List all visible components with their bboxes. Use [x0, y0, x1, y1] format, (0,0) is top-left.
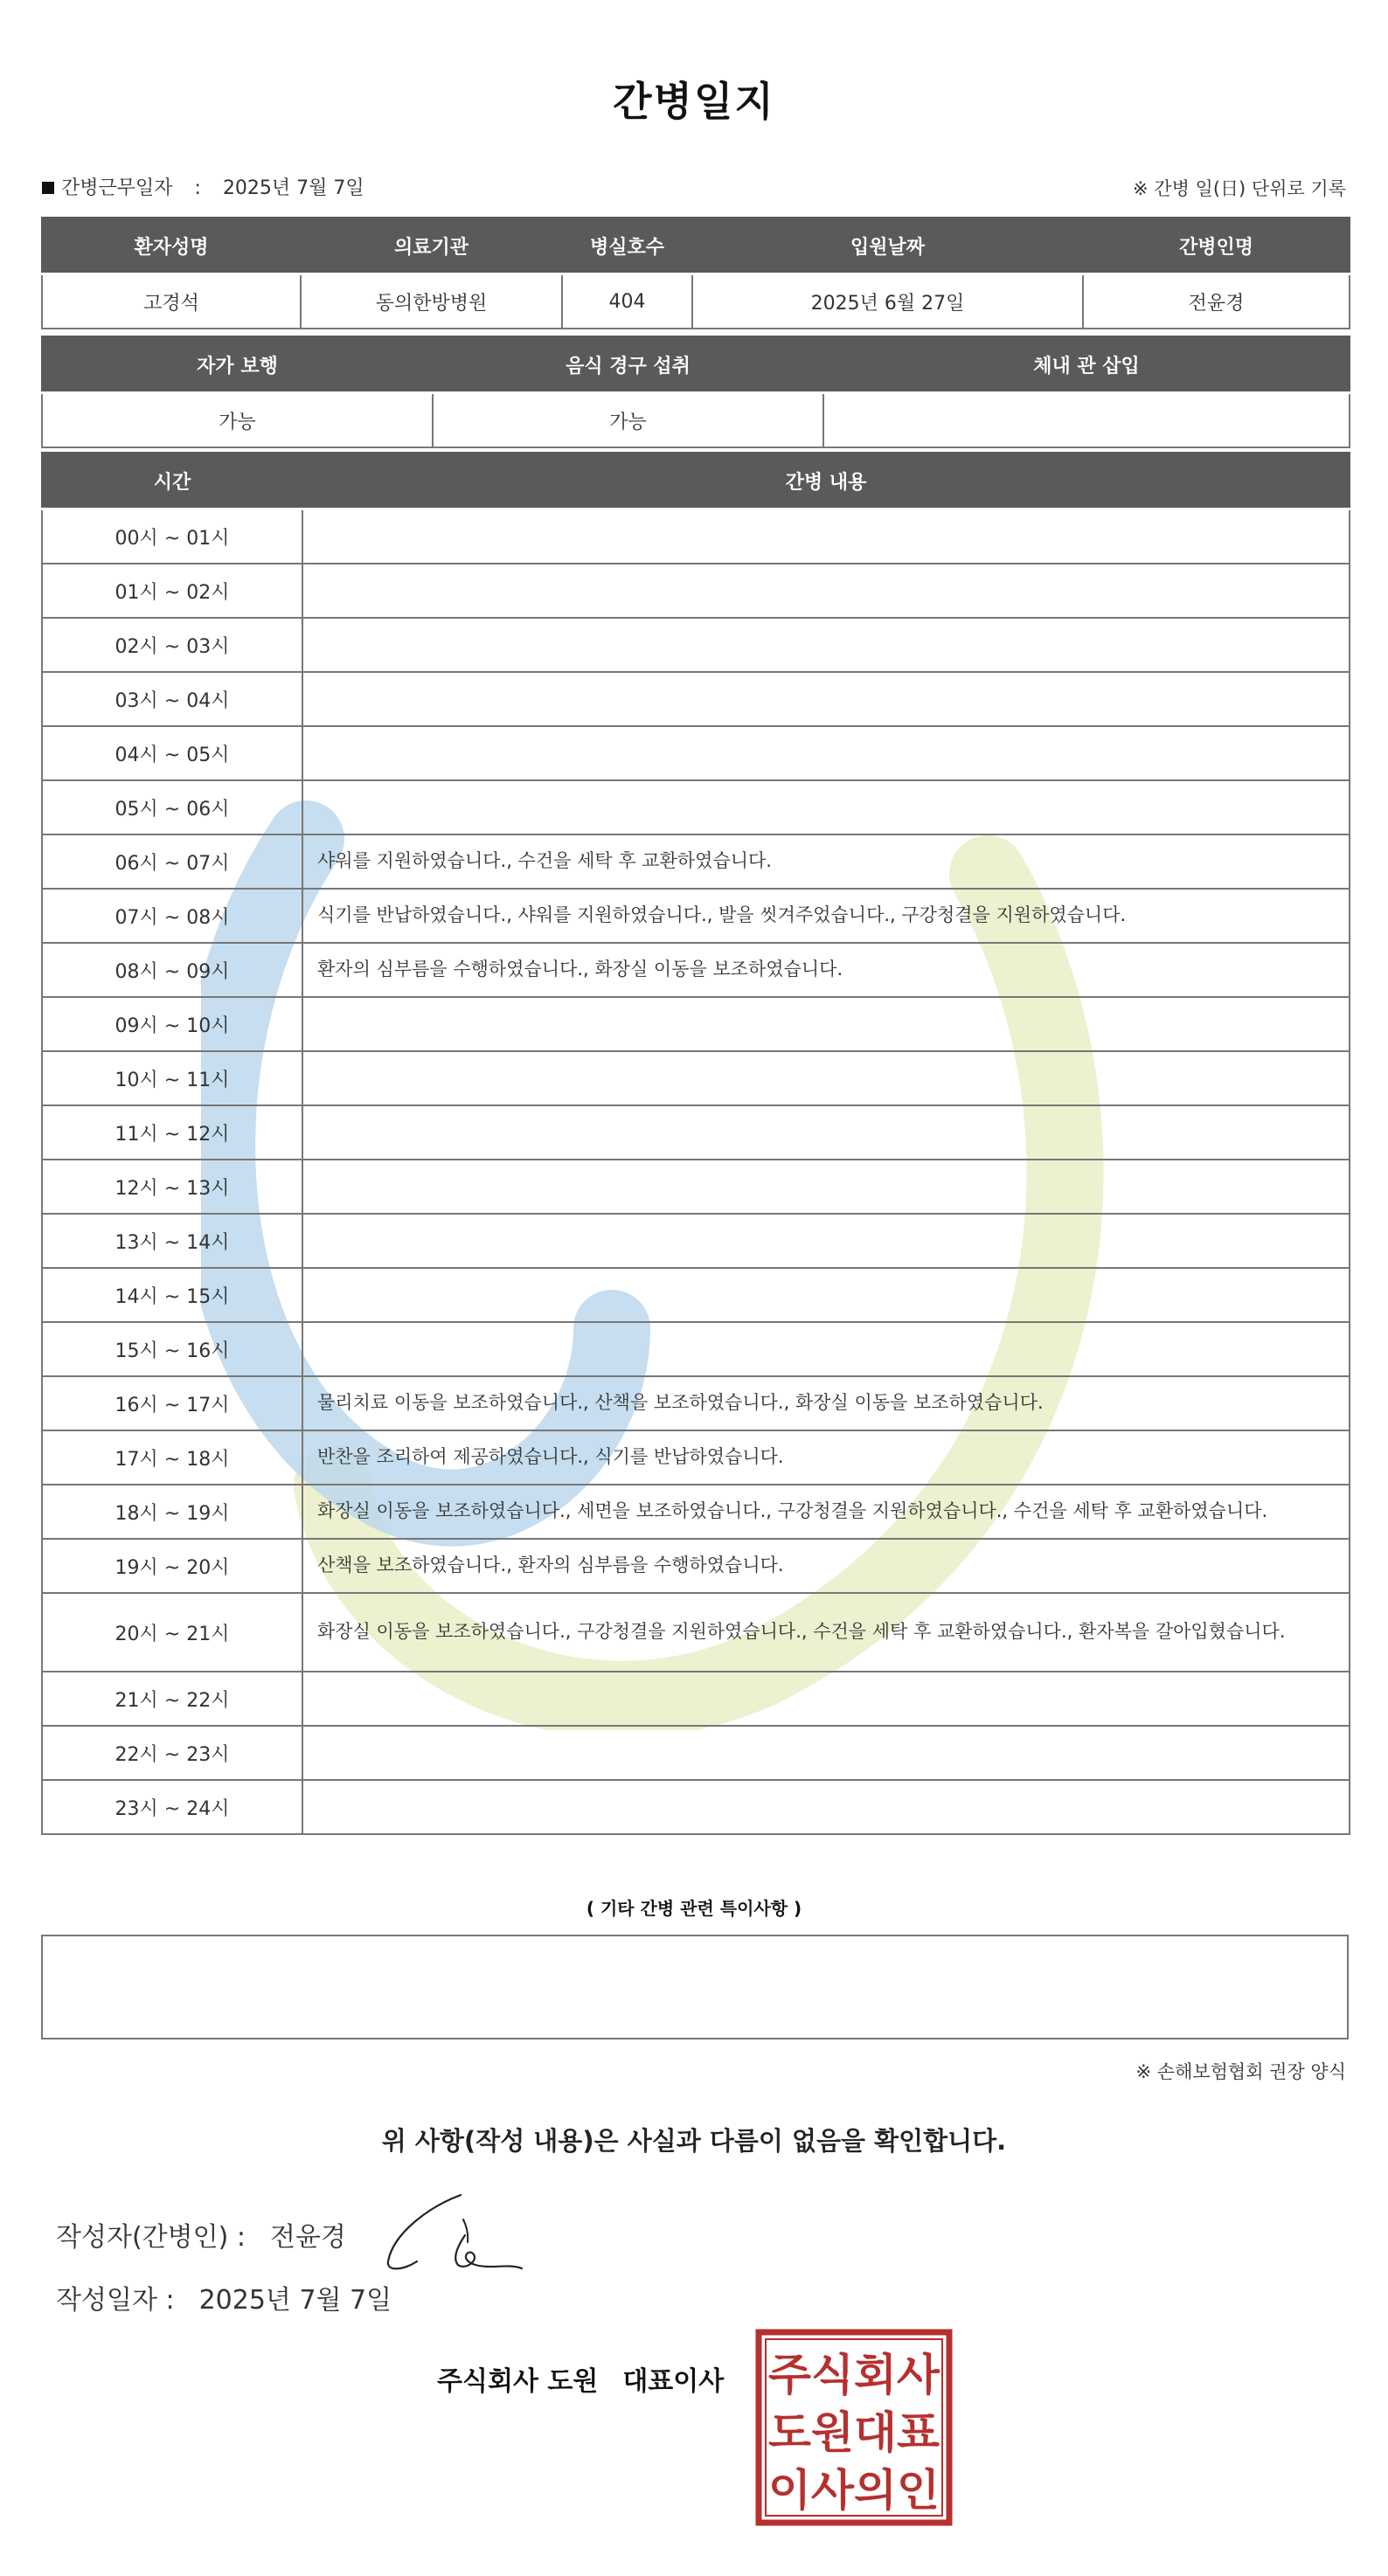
content-cell — [302, 1051, 1350, 1105]
patient-info-table — [41, 217, 1350, 329]
table-row — [42, 1539, 1350, 1593]
time-cell: 15시 ~ 16시 — [42, 1322, 302, 1376]
content-cell — [302, 726, 1350, 780]
content-cell — [302, 1105, 1350, 1160]
time-cell: 04시 ~ 05시 — [42, 726, 302, 780]
table-row — [42, 1051, 1350, 1105]
confirmation-statement: 위 사항(작성 내용)은 사실과 다름이 없음을 확인합니다. — [381, 2126, 1007, 2156]
header-caregiver-name: 간병인명 — [1083, 218, 1350, 274]
header-oral-intake: 음식 경구 섭취 — [433, 336, 823, 393]
time-cell: 22시 ~ 23시 — [42, 1726, 302, 1780]
table-row — [42, 1430, 1350, 1485]
header-hospital: 의료기관 — [301, 218, 562, 274]
table-row — [42, 889, 1350, 943]
table-row — [42, 672, 1350, 726]
time-cell: 19시 ~ 20시 — [42, 1539, 302, 1593]
time-cell: 13시 ~ 14시 — [42, 1214, 302, 1268]
content-cell — [302, 1268, 1350, 1322]
special-notes-title: ( 기타 간병 관련 특이사항 ) — [586, 1898, 802, 1919]
header-time: 시간 — [42, 453, 302, 509]
header-patient-name: 환자성명 — [42, 218, 301, 274]
table-row — [42, 1780, 1350, 1834]
content-cell: 물리치료 이동을 보조하였습니다., 산책을 보조하였습니다., 화장실 이동을 보조하였습니다. — [302, 1376, 1350, 1430]
header-tube-insertion: 체내 관 삽입 — [823, 336, 1350, 393]
time-cell: 03시 ~ 04시 — [42, 672, 302, 726]
table-row — [42, 834, 1350, 889]
content-cell — [302, 509, 1350, 564]
table-row — [42, 1268, 1350, 1322]
writer-label: 작성자(간병인) : — [56, 2222, 246, 2253]
content-cell: 반찬을 조리하여 제공하였습니다., 식기를 반납하였습니다. — [302, 1430, 1350, 1485]
company-role: 대표이사 — [622, 2366, 725, 2397]
room-number: 404 — [562, 274, 692, 329]
signature-image — [378, 2185, 544, 2281]
content-cell: 샤워를 지원하였습니다., 수건을 세탁 후 교환하였습니다. — [302, 834, 1350, 889]
time-cell: 16시 ~ 17시 — [42, 1376, 302, 1430]
oral-intake-value: 가능 — [433, 393, 823, 448]
work-date-separator: : — [194, 177, 201, 199]
time-cell: 02시 ~ 03시 — [42, 618, 302, 672]
content-cell: 식기를 반납하였습니다., 샤워를 지원하였습니다., 발을 씻겨주었습니다., 구강청결을 지원하였습니다. — [302, 889, 1350, 943]
time-cell: 12시 ~ 13시 — [42, 1160, 302, 1214]
time-cell: 20시 ~ 21시 — [42, 1593, 302, 1672]
svg-text:도원대표: 도원대표 — [768, 2407, 940, 2458]
time-cell: 00시 ~ 01시 — [42, 509, 302, 564]
daily-record-note: ※ 간병 일(日) 단위로 기록 — [1133, 178, 1346, 199]
admission-date: 2025년 6월 27일 — [692, 274, 1083, 329]
content-cell — [302, 618, 1350, 672]
care-log-header-row — [42, 453, 1350, 509]
table-row — [42, 726, 1350, 780]
patient-status-table — [41, 336, 1350, 448]
header-care-content: 간병 내용 — [302, 453, 1350, 509]
table-row — [42, 1214, 1350, 1268]
table-row — [42, 564, 1350, 618]
table-row — [42, 1593, 1350, 1672]
content-cell: 화장실 이동을 보조하였습니다., 세면을 보조하였습니다., 구강청결을 지원하였습니다., 수건을 세탁 후 교환하였습니다. — [302, 1485, 1350, 1539]
svg-text:주식회사: 주식회사 — [768, 2350, 940, 2400]
hospital-name: 동의한방병원 — [301, 274, 562, 329]
writer-name: 전윤경 — [269, 2222, 346, 2253]
caregiver-name: 전윤경 — [1083, 274, 1350, 329]
table-row — [42, 1105, 1350, 1160]
content-cell — [302, 997, 1350, 1051]
patient-name: 고경석 — [42, 274, 301, 329]
work-date-label: 간병근무일자 — [61, 177, 173, 199]
table-row — [42, 943, 1350, 997]
table-row — [42, 1376, 1350, 1430]
write-date-value: 2025년 7월 7일 — [198, 2285, 392, 2316]
time-cell: 18시 ~ 19시 — [42, 1485, 302, 1539]
content-cell — [302, 780, 1350, 834]
content-cell — [302, 564, 1350, 618]
company-seal-stamp — [755, 2329, 953, 2526]
content-cell — [302, 1672, 1350, 1726]
page-title: 간병일지 — [613, 78, 775, 125]
table-row — [42, 1726, 1350, 1780]
table-row — [42, 1322, 1350, 1376]
time-cell: 01시 ~ 02시 — [42, 564, 302, 618]
self-walking-value: 가능 — [42, 393, 433, 448]
patient-info-header-row — [42, 218, 1350, 274]
table-row — [42, 1672, 1350, 1726]
content-cell — [302, 1780, 1350, 1834]
time-cell: 08시 ~ 09시 — [42, 943, 302, 997]
table-row — [42, 618, 1350, 672]
write-date-line — [56, 2278, 392, 2316]
content-cell: 화장실 이동을 보조하였습니다., 구강청결을 지원하였습니다., 수건을 세탁 후 교환하였습니다., 환자복을 갈아입혔습니다. — [302, 1593, 1350, 1672]
special-notes-box — [41, 1935, 1349, 2039]
time-cell: 06시 ~ 07시 — [42, 834, 302, 889]
content-cell — [302, 1160, 1350, 1214]
company-signoff — [437, 2359, 724, 2398]
time-cell: 11시 ~ 12시 — [42, 1105, 302, 1160]
time-cell: 07시 ~ 08시 — [42, 889, 302, 943]
care-log-table — [41, 452, 1350, 1835]
table-row — [42, 997, 1350, 1051]
time-cell: 23시 ~ 24시 — [42, 1780, 302, 1834]
table-row — [42, 1485, 1350, 1539]
status-header-row — [42, 336, 1350, 393]
table-row — [42, 1160, 1350, 1214]
table-row — [42, 780, 1350, 834]
content-cell: 산책을 보조하였습니다., 환자의 심부름을 수행하였습니다. — [302, 1539, 1350, 1593]
content-cell — [302, 1726, 1350, 1780]
time-cell: 05시 ~ 06시 — [42, 780, 302, 834]
write-date-label: 작성일자 : — [56, 2285, 175, 2316]
time-cell: 17시 ~ 18시 — [42, 1430, 302, 1485]
patient-info-value-row — [42, 274, 1350, 329]
form-source-note: ※ 손해보험협회 권장 양식 — [1135, 2061, 1346, 2082]
time-cell: 14시 ~ 15시 — [42, 1268, 302, 1322]
content-cell: 환자의 심부름을 수행하였습니다., 화장실 이동을 보조하였습니다. — [302, 943, 1350, 997]
time-cell: 10시 ~ 11시 — [42, 1051, 302, 1105]
content-cell — [302, 1214, 1350, 1268]
header-self-walking: 자가 보행 — [42, 336, 433, 393]
bullet-square-icon — [42, 182, 54, 194]
header-room-number: 병실호수 — [562, 218, 692, 274]
company-name: 주식회사 도원 — [437, 2366, 599, 2397]
writer-line — [56, 2215, 346, 2254]
work-date-value: 2025년 7월 7일 — [222, 177, 364, 199]
time-cell: 21시 ~ 22시 — [42, 1672, 302, 1726]
tube-insertion-value — [823, 393, 1350, 448]
status-value-row — [42, 393, 1350, 448]
svg-text:이사의인: 이사의인 — [768, 2465, 940, 2516]
content-cell — [302, 1322, 1350, 1376]
work-date — [42, 173, 364, 200]
time-cell: 09시 ~ 10시 — [42, 997, 302, 1051]
table-row — [42, 509, 1350, 564]
header-admission-date: 입원날짜 — [692, 218, 1083, 274]
content-cell — [302, 672, 1350, 726]
